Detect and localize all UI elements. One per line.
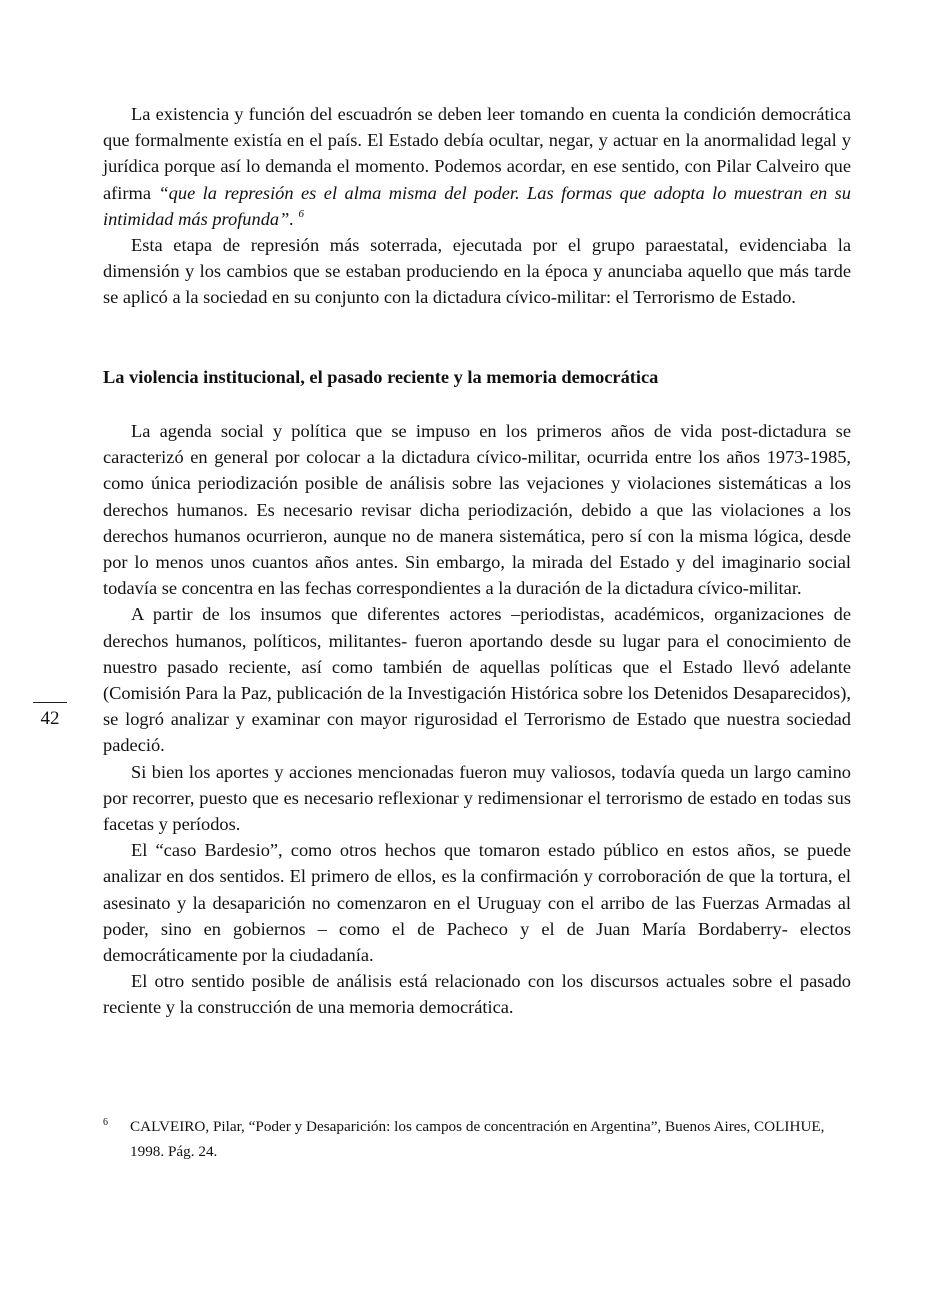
paragraph: El otro sentido posible de análisis está relacionado con los discursos actuales sobre el pasado reciente y la construcción de una memoria democrática. <box>103 971 851 1018</box>
paragraph: A partir de los insumos que diferentes actores –periodistas, académicos, organizaciones de derechos humanos, políticos, militantes- fueron aportando desde su lugar para el conocimiento de nuestro pasado reciente, así como también de aquellas políticas que el Estado llevó adelante (Comisión Para la Paz, publicación de la Investigación Histórica sobre los Detenidos Desaparecidos), se logró analizar y examinar con mayor rigurosidad el Terrorismo de Estado que nuestra sociedad padeció. <box>103 604 851 756</box>
footnote <box>103 1115 851 1164</box>
paragraph <box>103 101 851 232</box>
paragraph: Si bien los aportes y acciones mencionadas fueron muy valiosos, todavía queda un largo camino por recorrer, puesto que es necesario reflexionar y redimensionar el terrorismo de estado en todas sus facetas y períodos. <box>103 761 851 835</box>
footnote-reference[interactable]: 6 <box>298 207 305 220</box>
calveiro-quote: “que la represión es el alma misma del poder. Las formas que adopta lo muestran en su intimidad más profunda”. <box>103 182 852 229</box>
paragraph: La agenda social y política que se impuso en los primeros años de vida post-dictadura se caracterizó en general por colocar a la dictadura cívico-militar, ocurrida entre los años 1973-1985, como única periodización posible de análisis sobre las vejaciones y violaciones sistemáticas a los derechos humanos. Es necesario revisar dicha periodización, debido a que las violaciones a los derechos humanos ocurrieron, aunque no de manera sistemática, pero sí con la misma lógica, desde por lo menos unos cuantos años antes. Sin embargo, la mirada del Estado y del imaginario social todavía se concentra en las fechas correspondientes a la duración de la dictadura cívico-militar. <box>103 421 851 599</box>
footnote-mark: 6 <box>103 1117 108 1128</box>
section-body <box>103 418 851 1021</box>
section-heading: La violencia institucional, el pasado reciente y la memoria democrática <box>103 367 659 387</box>
opening-text <box>103 101 851 311</box>
paragraph: Esta etapa de represión más soterrada, ejecutada por el grupo paraestatal, evidenciaba la dimensión y los cambios que se estaban produciendo en la época y anunciaba aquello que más tarde se aplicó a la sociedad en su conjunto con la dictadura cívico-militar: el Terrorismo de Estado. <box>103 235 851 308</box>
page-number: 42 <box>40 708 60 729</box>
paragraph-text: La existencia y función del escuadrón se deben leer tomando en cuenta la condición democrática que formalmente existía en el país. El Estado debía ocultar, negar, y actuar en la anormalidad legal y jurídica porque así lo demanda el momento. Podemos acordar, en ese sentido, con Pilar Calveiro que afirma <box>103 104 851 203</box>
paragraph: El “caso Bardesio”, como otros hechos que tomaron estado público en estos años, se puede analizar en dos sentidos. El primero de ellos, es la confirmación y corroboración de que la tortura, el asesinato y la desaparición no comenzaron en el Uruguay con el arribo de las Fuerzas Armadas al poder, sino en gobiernos – como el de Pacheco y el de Juan María Bordaberry- electos democráticamente por la ciudadanía. <box>103 840 851 966</box>
page-number-rule <box>33 702 67 703</box>
footnote-text: CALVEIRO, Pilar, “Poder y Desaparición: los campos de concentración en Argentina”, Buenos Aires, COLIHUE, 1998. Pág. 24. <box>130 1118 825 1160</box>
